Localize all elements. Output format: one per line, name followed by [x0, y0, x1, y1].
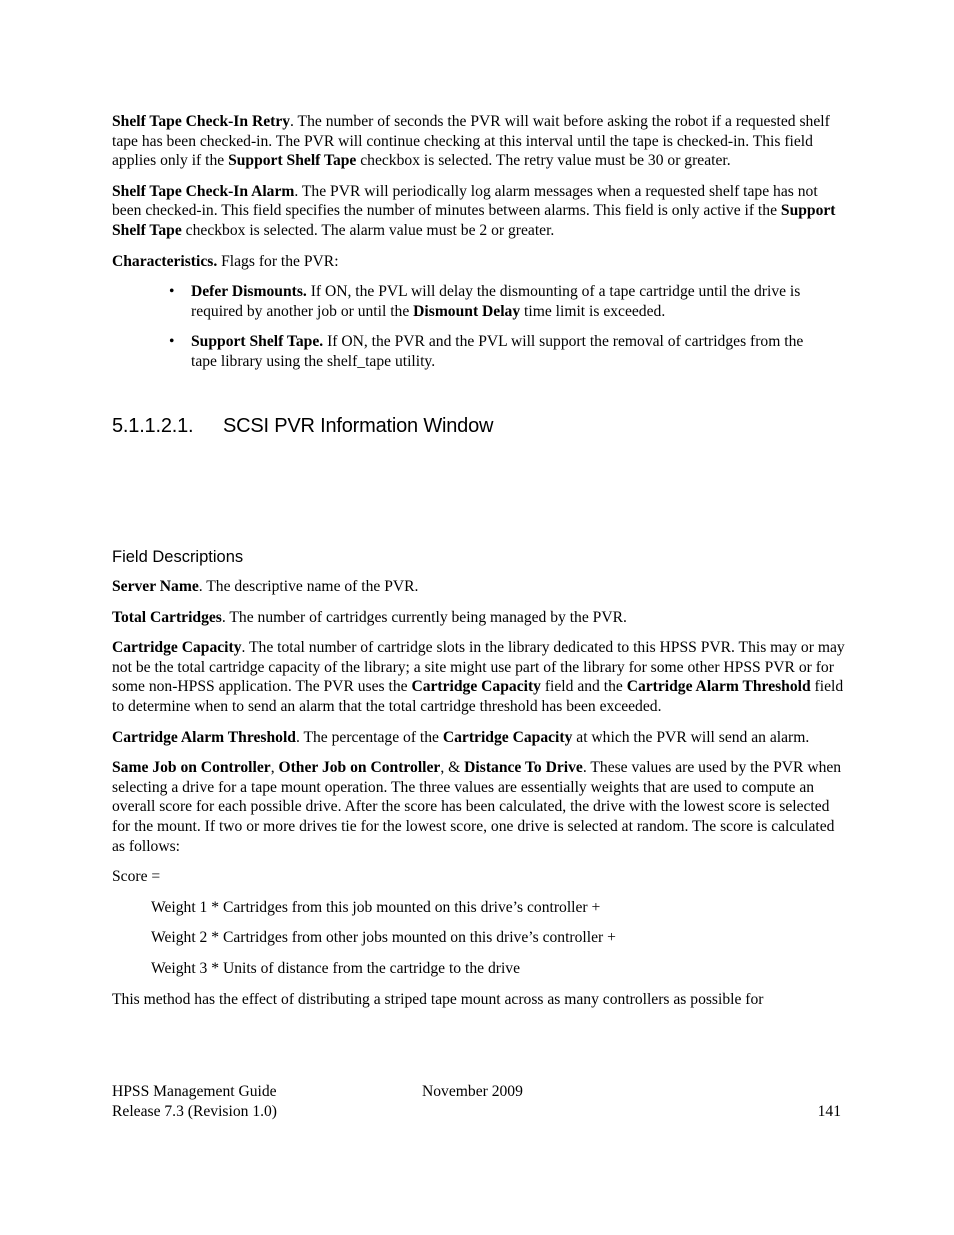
- footer-release: Release 7.3 (Revision 1.0): [112, 1103, 277, 1120]
- para-cartridge-alarm-threshold: Cartridge Alarm Threshold. The percentage of the Cartridge Capacity at which the PVR will send an alarm.: [112, 728, 810, 746]
- para-shelf-tape-alarm: Shelf Tape Check-In Alarm. The PVR will periodically log alarm messages when a requested shelf tape has not been checked-in. This field specifies the number of minutes between alarms. This field is only active if the Support Shelf Tape checkbox is selected. The alarm value must be 2 or greater.: [112, 182, 836, 239]
- term-shelf-tape-alarm: Shelf Tape Check-In Alarm: [112, 182, 295, 200]
- top-section: [112, 112, 847, 383]
- para-shelf-tape-retry: Shelf Tape Check-In Retry. The number of seconds the PVR will wait before asking the robot if a requested shelf tape has been checked-in. The PVR will continue checking at this interval until the tape is checked-in. This field applies only if the Support Shelf Tape checkbox is selected. The retry value must be 30 or greater.: [112, 113, 830, 170]
- section-number: 5.1.1.2.1.: [112, 415, 194, 437]
- para-total-cartridges: Total Cartridges. The number of cartridges currently being managed by the PVR.: [112, 608, 627, 626]
- section-heading: [112, 413, 493, 439]
- score-weight-3: Weight 3 * Units of distance from the cartridge to the drive: [151, 959, 520, 977]
- footer-guide-title: HPSS Management Guide: [112, 1083, 277, 1100]
- para-cartridge-capacity: Cartridge Capacity. The total number of cartridge slots in the library dedicated to this HPSS PVR. This may or may not be the total cartridge capacity of the library; a site might use part of the library for some other HPSS PVR or for some non-HPSS application. The PVR uses the Cartridge Capacity field and the Cartridge Alarm Threshold field to determine when to send an alarm that the total cartridge threshold has been exceeded.: [112, 639, 845, 715]
- section-title: SCSI PVR Information Window: [223, 415, 494, 437]
- score-weight-1: Weight 1 * Cartridges from this job mounted on this drive’s controller +: [151, 898, 601, 916]
- characteristics-list: [112, 282, 847, 371]
- list-item: • Support Shelf Tape. If ON, the PVR and the PVL will support the removal of cartridges from the tape library using the shelf_tape utility.: [191, 332, 821, 371]
- term-shelf-tape-retry: Shelf Tape Check-In Retry: [112, 113, 291, 130]
- para-server-name: Server Name. The descriptive name of the PVR.: [112, 578, 419, 595]
- page-number: 141: [817, 1103, 841, 1120]
- para-characteristics: Characteristics. Flags for the PVR:: [112, 252, 339, 270]
- score-weight-2: Weight 2 * Cartridges from other jobs mounted on this drive’s controller +: [151, 929, 616, 947]
- term-characteristics: Characteristics.: [112, 252, 218, 270]
- ref-support-shelf-tape: Support Shelf Tape: [228, 152, 357, 170]
- para-drive-weights: Same Job on Controller, Other Job on Controller, & Distance To Drive. These values are used by the PVR when selecting a drive for a tape mount operation. The three values are essentially weights that are used to compute an overall score for each possible drive. After the score has been calculated, the drive with the lowest score is selected for the mount. If two or more drives tie for the lowest score, one drive is selected at random. The score is calculated as follows:: [112, 759, 842, 855]
- para-method-effect: This method has the effect of distributing a striped tape mount across as many controllers as possible for: [112, 990, 764, 1008]
- field-descriptions: [112, 577, 847, 1020]
- subheading-field-descriptions: Field Descriptions: [112, 548, 244, 566]
- page-footer: [112, 1082, 841, 1122]
- score-formula-label: Score =: [112, 868, 161, 886]
- list-item: • Defer Dismounts. If ON, the PVL will delay the dismounting of a tape cartridge until the drive is required by another job or until the Dismount Delay time limit is exceeded.: [191, 282, 821, 321]
- footer-date: November 2009: [422, 1083, 523, 1100]
- ref-support-shelf-tape: Support Shelf Tape: [112, 202, 836, 239]
